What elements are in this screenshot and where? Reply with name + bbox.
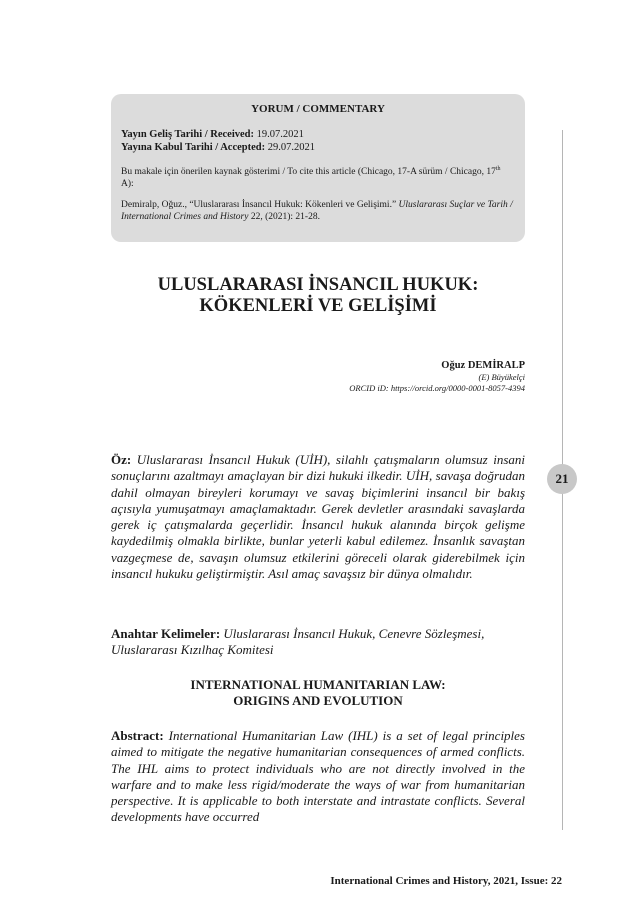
- citation-intro: Bu makale için önerilen kaynak gösterimi / To cite this article (Chicago, 17-A sürüm / Chicago, 17th A):: [121, 166, 501, 189]
- dates-block: [121, 128, 515, 154]
- citation-text: Demiralp, Oğuz., “Uluslararası İnsancıl Hukuk: Kökenleri ve Gelişimi.” Uluslararası Suçlar ve Tarih / International Crimes and History 22, (2021): 21-28.: [121, 200, 513, 222]
- page-number-badge: 21: [547, 464, 577, 494]
- english-abstract: Abstract: International Humanitarian Law (IHL) is a set of legal principles aimed to mitigate the negative humanitarian consequences of armed conflicts. The IHL aims to protect individuals who are not directly involved in the warfare and to make less rigid/moderate the ways of war from humanitarian perspective. It is applicable to both interstate and intrastate conflicts. Several developments have occurred: [111, 728, 525, 825]
- citation-info-box: [111, 94, 525, 242]
- accepted-date: Yayına Kabul Tarihi / Accepted: 29.07.2021: [121, 142, 315, 153]
- journal-footer: International Crimes and History, 2021, Issue: 22: [330, 875, 562, 887]
- article-title: ULUSLARARASI İNSANCIL HUKUK: KÖKENLERİ VE GELİŞİMİ: [157, 275, 479, 316]
- author-orcid: ORCID iD: https://orcid.org/0000-0001-8057-4394: [349, 383, 525, 393]
- author-role: (E) Büyükelçi: [478, 372, 525, 382]
- turkish-abstract: Öz: Uluslararası İnsancıl Hukuk (UİH), silahlı çatışmaların olumsuz insani sonuçlarını azaltmayı amaçlayan bir dizi hukuki ilkedir. UİH, savaşa doğrudan dahil olmayan bireyleri korumayı ve savaş biçimlerini insancıl bir bakış açısıyla yumuşatmayı amaçlamaktadır. Gerek devletler arasındaki savaşlarda gerek iç çatışmalarda geçerlidir. İnsancıl hukuk alanında birçok gelişme kaydedilmiş olmakla birlikte, bunlar yeterli kabul edilemez. İnsanlık savaştan vazgeçmese de, savaşın olumsuz etkilerini göreceli olarak giderebilmek için insancıl hukuku geliştirmiştir. Asıl amaç savaşsız bir dünya olmalıdır.: [111, 452, 525, 582]
- author-name: Oğuz DEMİRALP: [441, 360, 525, 371]
- keywords: Anahtar Kelimeler: Uluslararası İnsancıl Hukuk, Cenevre Sözleşmesi, Uluslararası Kızılhaç Komitesi: [111, 626, 485, 658]
- received-date: Yayın Geliş Tarihi / Received: 19.07.2021: [121, 129, 304, 140]
- article-type-heading: YORUM / COMMENTARY: [251, 103, 385, 115]
- author-block: [349, 359, 525, 394]
- english-title: INTERNATIONAL HUMANITARIAN LAW: ORIGINS AND EVOLUTION: [190, 677, 446, 708]
